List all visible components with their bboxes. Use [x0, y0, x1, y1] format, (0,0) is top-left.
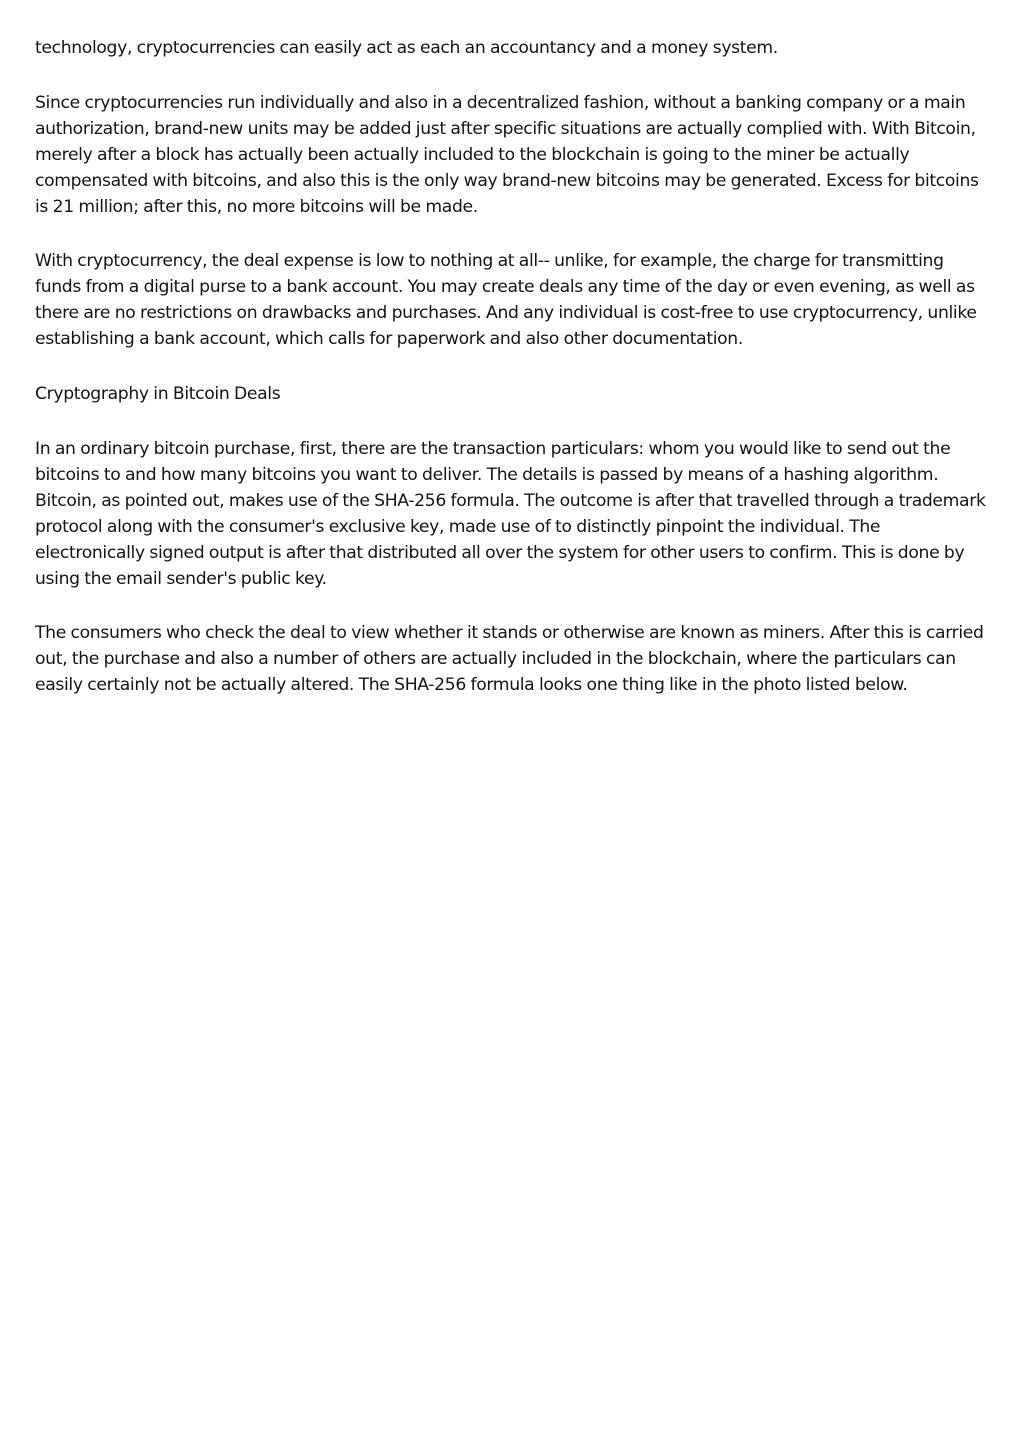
paragraph-miners: The consumers who check the deal to view whether it stands or otherwise are known as miners. After this is carried out, the purchase and also a number of others are actually included in the blockchain, where the particulars can easily certainly not be actually altered. The SHA-256 formula looks one thing like in the photo listed below. — [35, 623, 984, 696]
paragraph-deal-expense: With cryptocurrency, the deal expense is low to nothing at all-- unlike, for example, the charge for transmitting funds from a digital purse to a bank account. You may create deals any time of the day or even evening, as well as there are no restrictions on drawbacks and purchases. And any individual is cost-free to use cryptocurrency, unlike establishing a bank account, which calls for paperwork and also other documentation. — [35, 251, 977, 350]
paragraph-bitcoin-purchase: In an ordinary bitcoin purchase, first, there are the transaction particulars: whom you would like to send out the bitcoins to and how many bitcoins you want to deliver. The details is passed by means of a hashing algorithm. Bitcoin, as pointed out, makes use of the SHA-256 formula. The outcome is after that travelled through a trademark protocol along with the consumer's exclusive key, made use of to distinctly pinpoint the individual. The electronically signed output is after that distributed all over the system for other users to confirm. This is done by using the email sender's public key. — [35, 438, 986, 589]
paragraph-intro-continuation: technology, cryptocurrencies can easily act as each an accountancy and a money system. — [35, 38, 778, 58]
paragraph-decentralized-units: Since cryptocurrencies run individually and also in a decentralized fashion, without a banking company or a main authorization, brand-new units may be added just after specific situations are actually complied with. With Bitcoin, merely after a block has actually been actually included to the blockchain is going to the miner be actually compensated with bitcoins, and also this is the only way brand-new bitcoins may be generated. Excess for bitcoins is 21 million; after this, no more bitcoins will be made. — [35, 92, 979, 217]
document-body — [35, 36, 993, 728]
section-heading-cryptography: Cryptography in Bitcoin Deals — [35, 384, 281, 405]
